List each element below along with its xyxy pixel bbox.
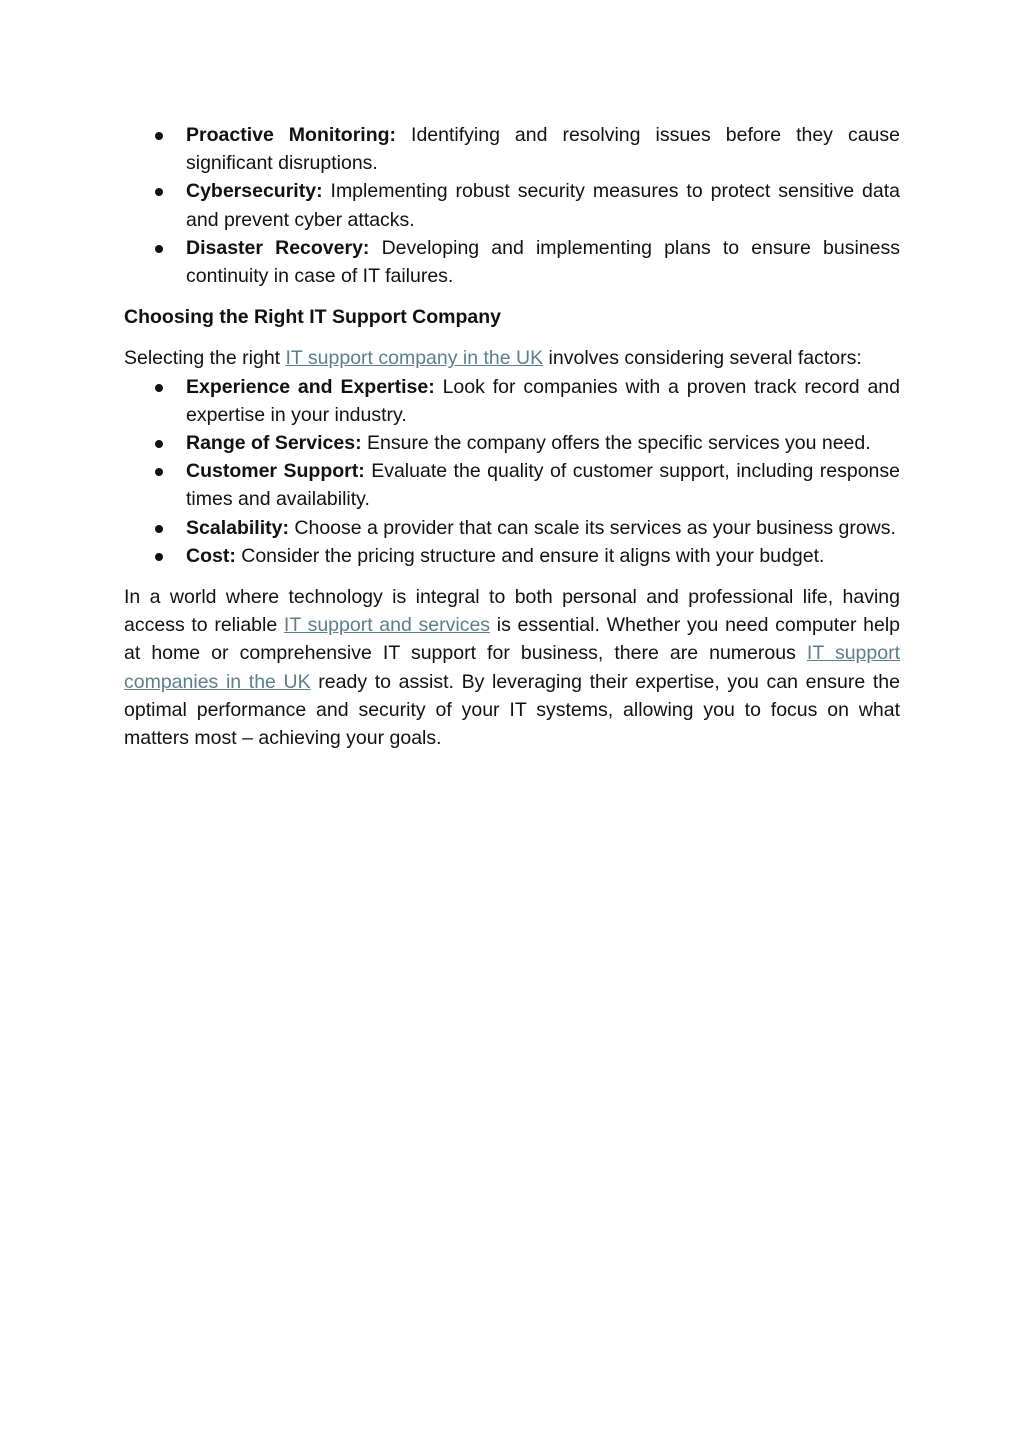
it-support-company-link[interactable]: IT support company in the UK bbox=[285, 347, 544, 370]
item-label: Scalability: bbox=[186, 516, 289, 539]
closing-paragraph bbox=[124, 583, 900, 752]
document-page bbox=[124, 121, 900, 752]
item-text: Consider the pricing structure and ensure it aligns with your budget. bbox=[235, 544, 825, 567]
item-text: Ensure the company offers the specific services you need. bbox=[361, 432, 871, 455]
item-label: Cost: bbox=[186, 544, 236, 567]
bullet-icon bbox=[155, 132, 163, 140]
services-list bbox=[124, 121, 900, 290]
factors-list bbox=[124, 373, 900, 570]
list-item bbox=[124, 234, 900, 290]
section-heading: Choosing the Right IT Support Company bbox=[124, 306, 501, 329]
list-item bbox=[124, 373, 900, 429]
item-label: Range of Services: bbox=[186, 432, 362, 455]
item-text: Identifying and resolving issues before they cause significant disruptions. bbox=[186, 124, 900, 175]
intro-text-after: involves considering several factors: bbox=[543, 347, 862, 370]
item-text: Developing and implementing plans to ensure business continuity in case of IT failures. bbox=[186, 236, 900, 288]
bullet-icon bbox=[155, 525, 163, 533]
item-label: Cybersecurity: bbox=[186, 180, 323, 203]
it-support-services-link[interactable]: IT support and services bbox=[283, 614, 491, 637]
item-text: Evaluate the quality of customer support, including response times and availability. bbox=[186, 460, 900, 511]
it-support-companies-link[interactable]: IT support companies in the UK bbox=[124, 642, 900, 693]
item-text: Implementing robust security measures to protect sensitive data and prevent cyber attacks. bbox=[186, 180, 900, 231]
list-item bbox=[124, 457, 900, 513]
bullet-icon bbox=[155, 468, 163, 476]
bullet-icon bbox=[155, 384, 163, 392]
item-text: Choose a provider that can scale its services as your business grows. bbox=[288, 516, 896, 539]
bullet-icon bbox=[155, 188, 163, 196]
bullet-icon bbox=[155, 440, 163, 448]
item-text: Look for companies with a proven track record and expertise in your industry. bbox=[186, 375, 900, 426]
item-label: Experience and Expertise: bbox=[186, 375, 435, 398]
list-item bbox=[124, 514, 900, 542]
item-label: Customer Support: bbox=[186, 460, 365, 483]
item-label: Proactive Monitoring: bbox=[186, 124, 397, 146]
list-item bbox=[124, 177, 900, 233]
item-label: Disaster Recovery: bbox=[186, 236, 370, 259]
closing-text-2: is essential. Whether you need computer help at home or comprehensive IT support for business, there are numerous bbox=[124, 614, 901, 665]
bullet-icon bbox=[155, 553, 163, 561]
list-item bbox=[124, 542, 900, 570]
list-item bbox=[124, 429, 900, 457]
intro-text-before: Selecting the right bbox=[124, 347, 286, 370]
list-item bbox=[124, 121, 900, 177]
bullet-icon bbox=[155, 245, 163, 253]
section-intro bbox=[124, 344, 900, 372]
closing-text-1: In a world where technology is integral to both personal and professional life, having access to reliable bbox=[124, 586, 900, 637]
closing-text-3: ready to assist. By leveraging their expertise, you can ensure the optimal performance and security of your IT systems, allowing you to focus on what matters most – achieving your goals. bbox=[124, 670, 900, 750]
